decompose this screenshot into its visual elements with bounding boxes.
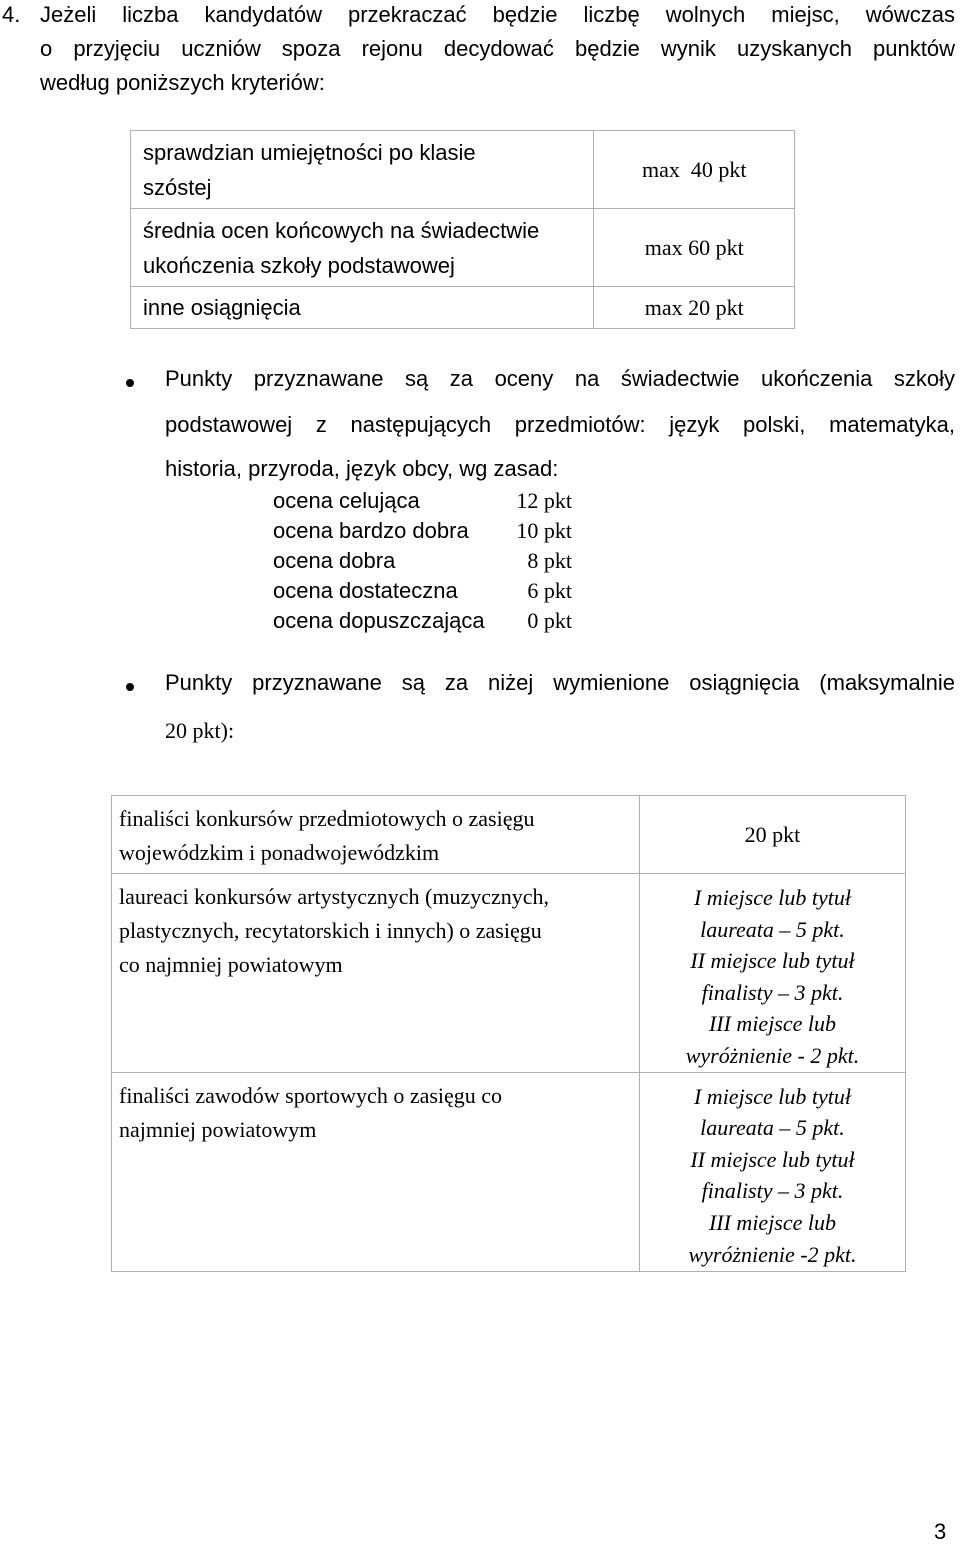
criteria-name-line: sprawdzian umiejętności po klasie — [143, 139, 476, 165]
achievement-points-line: III miejsce lub — [708, 1209, 837, 1235]
bullet1-line-2: podstawowej z następujących przedmiotów: język polski, matematyka, — [165, 412, 955, 437]
grade-name: ocena dopuszczająca — [273, 608, 485, 633]
grade-points: 0 pkt — [527, 608, 572, 633]
achievement-points-line: II miejsce lub tytuł — [690, 948, 855, 974]
achievement-name — [112, 796, 640, 874]
table-row — [112, 1072, 906, 1271]
grade-name: ocena dostateczna — [273, 578, 458, 603]
criteria-value: max 60 pkt — [594, 209, 795, 287]
criteria-value: max 20 pkt — [594, 287, 795, 329]
criteria-name — [131, 287, 594, 329]
grade-name: ocena celująca — [273, 488, 420, 513]
achievement-name-line: najmniej powiatowym — [119, 1116, 317, 1142]
bullet1-line-3: historia, przyroda, język obcy, wg zasad: — [165, 456, 559, 481]
achievement-name-line: wojewódzkim i ponadwojewódzkim — [119, 840, 440, 865]
criteria-name-line: ukończenia szkoły podstawowej — [143, 252, 455, 278]
table-row — [131, 209, 795, 287]
bullet-icon — [126, 379, 134, 387]
achievement-name-line: co najmniej powiatowym — [119, 952, 343, 977]
achievement-name — [112, 1072, 640, 1271]
achievement-points-line: finalisty – 3 pkt. — [701, 1178, 844, 1204]
achievement-name-line: laureaci konkursów artystycznych (muzycznych, — [119, 884, 550, 909]
criteria-table — [130, 130, 795, 329]
bullet2-line-1: Punkty przyznawane są za niżej wymienione osiągnięcia (maksymalnie — [165, 670, 955, 695]
achievement-points — [639, 1072, 905, 1271]
intro-line-1: Jeżeli liczba kandydatów przekraczać będzie liczbę wolnych miejsc, wówczas — [40, 2, 955, 27]
table-row — [112, 874, 906, 1073]
achievement-points-line: III miejsce lub — [708, 1011, 837, 1037]
achievement-points-line: laureata – 5 pkt. — [700, 1115, 845, 1141]
achievement-points-line: I miejsce lub tytuł — [693, 885, 851, 910]
criteria-name-line: inne osiągnięcia — [143, 295, 301, 320]
table-row — [131, 287, 795, 329]
achievement-points-line: II miejsce lub tytuł — [690, 1146, 855, 1172]
grade-points: 6 pkt — [527, 578, 572, 603]
page-number: 3 — [934, 1519, 947, 1544]
grade-name: ocena bardzo dobra — [273, 518, 469, 543]
achievement-points-line: finalisty – 3 pkt. — [701, 979, 844, 1005]
criteria-value: max 40 pkt — [594, 131, 795, 209]
intro-line-2: o przyjęciu uczniów spoza rejonu decydować będzie wynik uzyskanych punktów — [40, 36, 955, 61]
achievement-points-line: I miejsce lub tytuł — [693, 1083, 851, 1109]
criteria-name-line: średnia ocen końcowych na świadectwie — [143, 217, 540, 243]
grade-points: 10 pkt — [516, 518, 572, 543]
criteria-name-line: szóstej — [143, 174, 212, 200]
list-number: 4. — [2, 2, 21, 27]
bullet2-line-2: 20 pkt): — [165, 718, 235, 743]
achievement-name-line: plastycznych, recytatorskich i innych) o zasięgu — [119, 918, 542, 943]
achievement-points — [639, 796, 905, 874]
achievement-points-line: wyróżnienie - 2 pkt. — [685, 1042, 860, 1068]
intro-line-3: według poniższych kryteriów: — [40, 70, 325, 95]
criteria-name — [131, 209, 594, 287]
achievement-name — [112, 874, 640, 1073]
achievement-name-line: finaliści zawodów sportowych o zasięgu co — [119, 1082, 503, 1108]
achievement-points-line: laureata – 5 pkt. — [700, 916, 845, 942]
achievement-points-line: wyróżnienie -2 pkt. — [688, 1241, 857, 1267]
bullet-icon — [126, 683, 134, 691]
bullet1-line-1: Punkty przyznawane są za oceny na świadectwie ukończenia szkoły — [165, 366, 955, 391]
achievement-points — [639, 874, 905, 1073]
grade-points: 8 pkt — [527, 548, 572, 573]
criteria-name — [131, 131, 594, 209]
table-row — [112, 796, 906, 874]
table-row — [131, 131, 795, 209]
achievement-points-line: 20 pkt — [744, 821, 801, 847]
achievement-name-line: finaliści konkursów przedmiotowych o zasięgu — [119, 806, 535, 831]
grade-points: 12 pkt — [516, 488, 572, 513]
achievements-table — [111, 795, 906, 1272]
grade-name: ocena dobra — [273, 548, 396, 573]
